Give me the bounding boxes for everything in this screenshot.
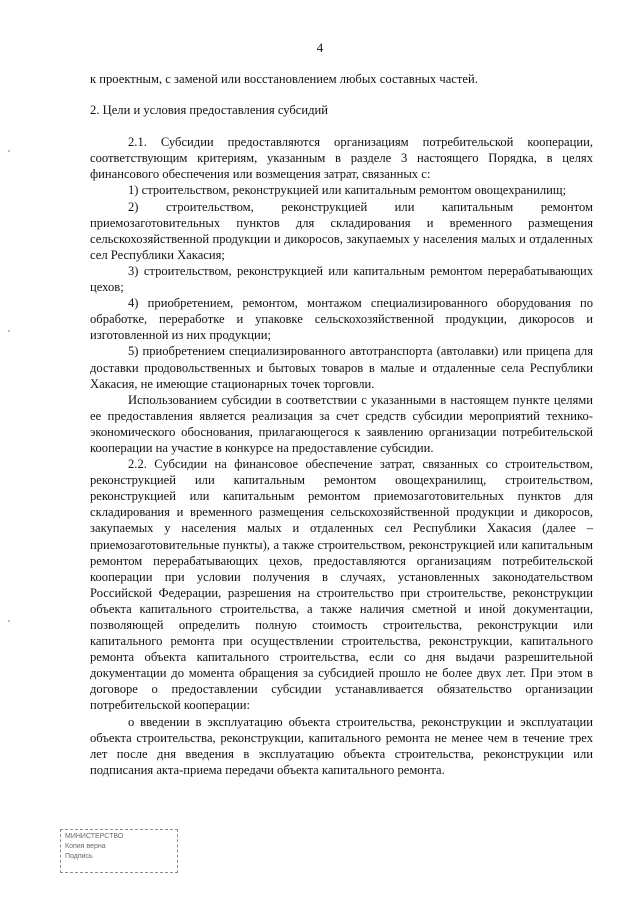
- paragraph-2-1: 2.1. Субсидии предоставляются организациям потребительской кооперации, соответствующим критериям, указанным в разделе 3 настоящего Порядка, в целях финансового обеспечения или возмещения затрат, связанных с:: [90, 135, 593, 182]
- paragraph-obligation: о введении в эксплуатацию объекта строительства, реконструкции и эксплуатации объекта строительства, реконструкции, капитального ремонта не менее чем в течение трех лет после дня введения в эксплуатацию объекта строительства, реконструкции или подписания акта-приема передачи объекта капитального ремонта.: [90, 714, 593, 777]
- list-item-2: 2) строительством, реконструкцией или капитальным ремонтом приемозаготовительных пунктов для складирования и временного размещения сельскохозяйственной продукции и дикоросов, закупаемых у населения малых и отдаленных сел Республики Хакасия;: [90, 199, 593, 262]
- page-number: 4: [316, 40, 324, 55]
- list-item-1: 1) строительством, реконструкцией или капитальным ремонтом овощехранилищ;: [128, 183, 567, 198]
- list-item-4: 4) приобретением, ремонтом, монтажом специализированного оборудования по обработке, переработке и упаковке сельскохозяйственной продукции, дикоросов и изготовленной из них продукции;: [90, 296, 593, 343]
- section-heading: 2. Цели и условия предоставления субсидий: [90, 103, 329, 118]
- document-body: [90, 71, 593, 778]
- paragraph-2-2: 2.2. Субсидии на финансовое обеспечение затрат, связанных со строительством, реконструкцией или капитальным ремонтом овощехранилищ, строительством, реконструкцией или капитальным ремонтом приемозаготовительных пунктов для складирования и временного размещения сельскохозяйственной продукции и дикоросов, закупаемых у населения малых и отдаленных сел Республики Хакасия (далее – приемозаготовительные пункты), а также строительством, реконструкцией или капитальным ремонтом перерабатывающих цехов, предоставляются организациям потребительской кооперации при условии получения в случаях, установленных законодательством Российской Федерации, разрешения на строительство при строительстве, реконструкции объекта капитального строительства, а также наличия сметной и иной документации, позволяющей определить полную стоимость строительства, реконструкции или капитального ремонта при осуществлении строительства, реконструкции, капитального ремонта объекта капитального строительства, если со дня выдачи разрешительной документации до момента обращения за субсидией прошло не более двух лет. При этом в договоре о предоставлении субсидии устанавливается обязательство организации потребительской кооперации:: [90, 457, 593, 713]
- list-item-5: 5) приобретением специализированного автотранспорта (автолавки) или прицепа для доставки продовольственных и бытовых товаров в малые и отдаленные села Республики Хакасия, не имеющие стационарных точек торговли.: [90, 344, 593, 391]
- paragraph-usage: Использованием субсидии в соответствии с указанными в настоящем пункте целями ее предоставления является реализация за счет средств субсидии мероприятий технико-экономического обоснования, прилагающегося к заявлению организации потребительской кооперации на участие в конкурсе на предоставление субсидии.: [90, 392, 593, 455]
- stamp-line: МИНИСТЕРСТВО: [65, 833, 124, 840]
- copy-stamp: [60, 829, 178, 873]
- scan-speck: [8, 330, 10, 332]
- continuation-line: к проектным, с заменой или восстановлением любых составных частей.: [90, 72, 478, 86]
- scan-speck: [8, 620, 10, 622]
- stamp-line: Копия верна: [65, 843, 106, 850]
- scan-speck: [8, 150, 10, 152]
- stamp-line: Подпись: [65, 853, 93, 860]
- list-item-3: 3) строительством, реконструкцией или капитальным ремонтом перерабатывающих цехов;: [90, 263, 593, 295]
